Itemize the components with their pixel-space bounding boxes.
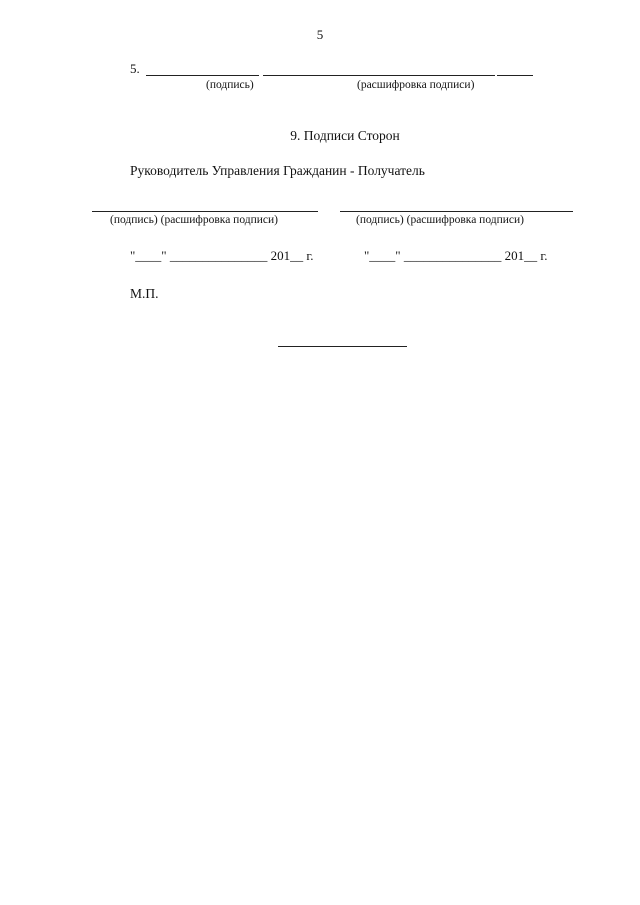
- left-date: "____" _______________ 201__ г.: [130, 248, 314, 263]
- right-signature-line: [340, 211, 573, 212]
- signature-decode-line: [263, 75, 495, 76]
- signature-caption: (подпись): [206, 79, 254, 91]
- page-number: 5: [316, 27, 324, 42]
- right-signature-caption: (подпись) (расшифровка подписи): [356, 214, 525, 226]
- decode-caption: (расшифровка подписи): [357, 79, 475, 91]
- signature-line: [146, 75, 259, 76]
- stamp-label: М.П.: [130, 286, 159, 301]
- item-number: 5.: [130, 61, 140, 76]
- closing-rule: [278, 346, 407, 347]
- parties-line: Руководитель Управления Гражданин - Получатель: [130, 163, 425, 178]
- left-signature-line: [92, 211, 318, 212]
- section-title: 9. Подписи Сторон: [290, 128, 400, 143]
- left-signature-caption: (подпись) (расшифровка подписи): [110, 214, 279, 226]
- signature-tail-line: [497, 75, 533, 76]
- right-date: "____" _______________ 201__ г.: [364, 248, 548, 263]
